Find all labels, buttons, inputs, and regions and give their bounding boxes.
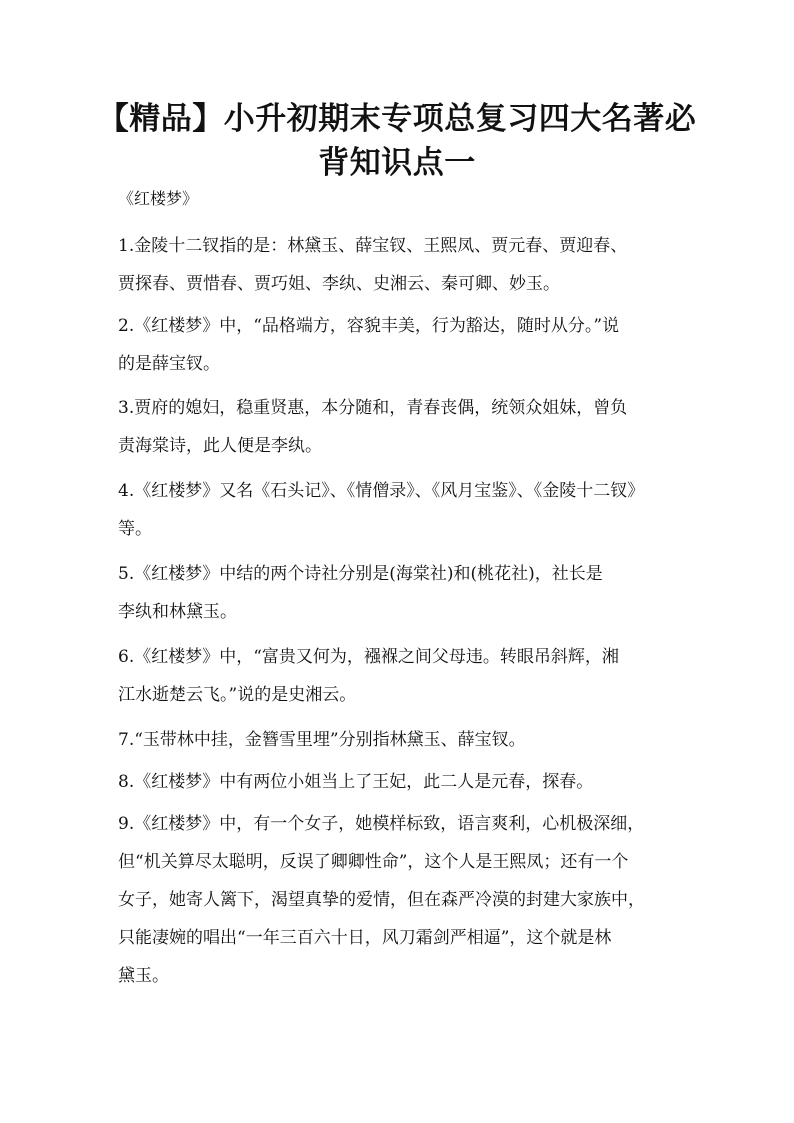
knowledge-item-8: 8.《红楼梦》中有两位小姐当上了王妃，此二人是元春，探春。 (118, 772, 594, 792)
knowledge-item-7: 7.“玉带林中挂，金簪雪里埋”分别指林黛玉、薛宝钗。 (118, 730, 526, 750)
knowledge-item-6: 6.《红楼梦》中，“富贵又何为，襁褓之间父母违。转眼吊斜辉，湘 江水逝楚云飞。”说的是史湘云。 (118, 647, 619, 705)
knowledge-item-4: 4.《红楼梦》又名《石头记》、《情僧录》、《风月宝鉴》、《金陵十二钗》 等。 (118, 481, 645, 539)
knowledge-item-5: 5.《红楼梦》中结的两个诗社分别是(海棠社)和(桃花社)，社长是 李纨和林黛玉。 (118, 564, 603, 622)
title-line-2: 背知识点一 (318, 145, 476, 181)
document-title (90, 97, 704, 185)
knowledge-item-3: 3.贾府的媳妇，稳重贤惠，本分随和，青春丧偶，统领众姐妹，曾负 责海棠诗，此人便是李纨。 (118, 398, 628, 456)
knowledge-item-1: 1.金陵十二钗指的是：林黛玉、薛宝钗、王熙凤、贾元春、贾迎春、 贾探春、贾惜春、贾巧姐、李纨、史湘云、秦可卿、妙玉。 (118, 236, 628, 294)
knowledge-item-2: 2.《红楼梦》中，“品格端方，容貌丰美，行为豁达，随时从分。”说 的是薛宝钗。 (118, 316, 620, 374)
knowledge-item-9: 9.《红楼梦》中，有一个女子，她模样标致，语言爽利，心机极深细， 但“机关算尽太聪明，反误了卿卿性命”，这个人是王熙凤；还有一个 女子，她寄人篱下，渴望真挚的爱情，但在森严冷漠的封建大家族中， 只能凄婉的唱出“一年三百六十日，风刀霜剑严相逼”，这个就是林 黛玉。 (118, 814, 645, 986)
title-line-1: 【精品】小升初期末专项总复习四大名著必 (97, 101, 697, 137)
section-title: 《红楼梦》 (118, 189, 199, 208)
